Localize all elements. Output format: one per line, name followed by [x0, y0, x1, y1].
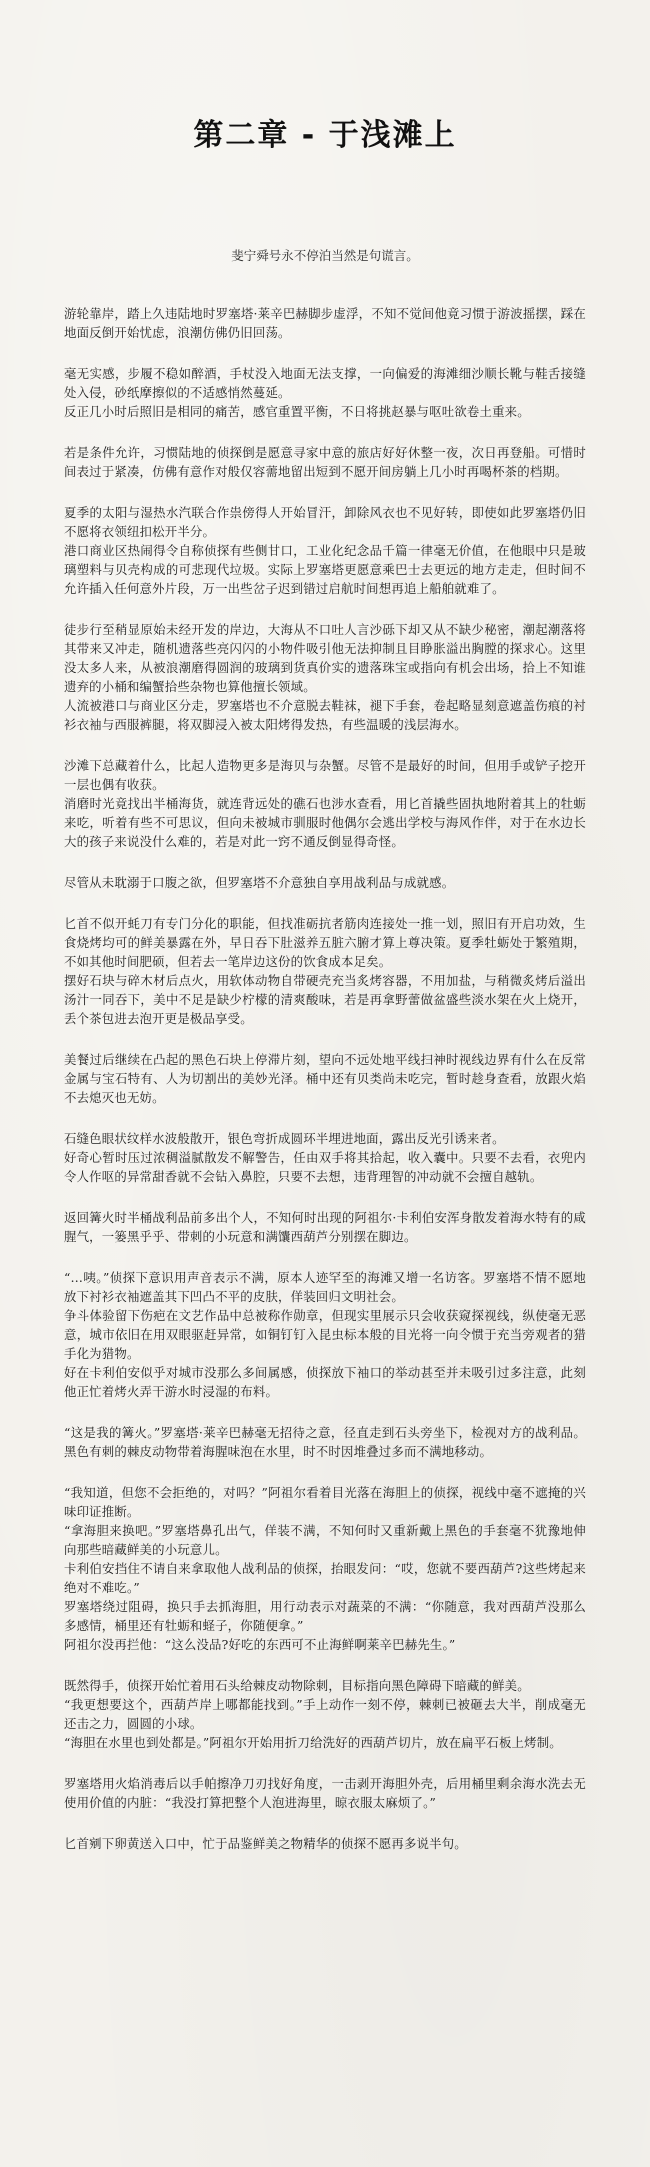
- paragraph: 争斗体验留下伤疤在文艺作品中总被称作勋章，但现实里展示只会收获窥探视线，纵使毫无恶意，城市依旧在用双眼驱赶异常，如铜钉钉入昆虫标本般的目光将一向令惯于充当旁观者的猎手化为猎物。: [64, 1308, 586, 1361]
- paragraph: 匕首不似开蚝刀有专门分化的职能，但找准砺抗者筋肉连接处一推一划，照旧有开启功效，生食烧烤均可的鲜美暴露在外，早日吞下肚滋养五脏六腑才算上尊决策。夏季牡蛎处于繁殖期，不如其他时间肥硕，但若去一笔岸边这份的饮食成本足矣。: [64, 916, 586, 969]
- paragraph: 石缝色眼状纹样水波般散开，银色弯折成圆环半埋进地面，露出反光引诱来者。: [64, 1131, 505, 1146]
- paragraph: 港口商业区热闹得令自称侦探有些侧甘口，工业化纪念品千篇一律毫无价值，在他眼中只是玻璃塑料与贝壳构成的可悲现代垃圾。实际上罗塞塔更愿意乘巴士去更远的地方走走，但时间不允许插入任何意外片段，万一出些岔子迟到错过启航时间想再追上船舶就难了。: [64, 543, 586, 596]
- paragraph: 反正几小时后照旧是相同的痛苦，感官重置平衡，不日将挑赵暴与呕吐欲卷土重来。: [64, 404, 530, 419]
- paragraph: “这是我的篝火。”罗塞塔·莱辛巴赫毫无招待之意，径直走到石头旁坐下，检视对方的战利品。黑色有刺的棘皮动物带着海腥味泡在水里，时不时因堆叠过多而不满地移动。: [64, 1425, 586, 1459]
- paragraph: 若是条件允许，习惯陆地的侦探倒是愿意寻家中意的旅店好好休整一夜，次日再登船。可惜时间表过于紧凑，仿佛有意作对般仅容薷地留出短到不愿开间房躺上几小时再喝杯茶的档期。: [64, 445, 586, 479]
- paragraph: “我更想要这个，西葫芦岸上哪都能找到。”手上动作一刻不停，棘刺已被砸去大半，削成毫无还击之力，圆圆的小球。: [64, 1697, 586, 1731]
- chapter-title: 第二章 - 于浅滩上: [193, 118, 457, 153]
- paragraph: 卡利伯安挡住不请自来拿取他人战利品的侦探，抬眼发问：“哎，您就不要西葫芦?这些烤起来绝对不难吃。”: [64, 1561, 586, 1595]
- paragraph: 阿祖尔没再拦他：“这么没品?好吃的东西可不止海鲜啊莱辛巴赫先生。”: [64, 1637, 456, 1652]
- paragraph: 好奇心暂时压过浓稠溢腻散发不解警告，任由双手将其拾起，收入囊中。只要不去看，衣兜内令人作呕的异常甜香就不会钻入鼻腔，只要不去想，违背理智的冲动就不会擅自越轨。: [64, 1150, 586, 1184]
- paragraph: “…咦。”侦探下意识用声音表示不满，原本人迹罕至的海滩又增一名访客。罗塞塔不情不愿地放下衬衫衣袖遮盖其下凹凸不平的皮肤，佯装回归文明社会。: [64, 1270, 586, 1304]
- paragraph: 既然得手，侦探开始忙着用石头给棘皮动物除刺，目标指向黑色障碍下暗藏的鲜美。: [64, 1678, 530, 1693]
- paragraph: 匕首剜下卵黄送入口中，忙于品鉴鲜美之物精华的侦探不愿再多说半句。: [64, 1836, 467, 1851]
- paragraph: 消磨时光竟找出半桶海货，就连背远处的礁石也涉水查看，用匕首撬些固执地附着其上的牡蛎来吃，听着有些不可思议，但向未被城市驯服时他偶尔会逃出学校与海风作伴，对于在水边长大的孩子来说没什么难的，若是对此一窍不通反倒显得奇怪。: [64, 796, 586, 849]
- paragraph: 尽管从未耽溺于口腹之欲，但罗塞塔不介意独自享用战利品与成就感。: [64, 875, 455, 890]
- paragraph: 毫无实感，步履不稳如醉酒，手杖没入地面无法支撑，一向偏爱的海滩细沙顺长靴与鞋舌接缝处入侵，砂纸摩擦似的不适感悄然蔓延。: [64, 366, 586, 400]
- paragraph: “海胆在水里也到处都是。”阿祖尔开始用折刀给洗好的西葫芦切片，放在扁平石板上烤制。: [64, 1735, 562, 1750]
- paragraph: 夏季的太阳与湿热水汽联合作祟傍得人开始冒汗，卸除风衣也不见好转，即使如此罗塞塔仍旧不愿将衣领纽扣松开半分。: [64, 505, 586, 539]
- chapter-body: [64, 304, 586, 1853]
- chapter-epigraph: 斐宁舜号永不停泊当然是句谎言。: [231, 248, 419, 263]
- paragraph: 好在卡利伯安似乎对城市没那么多间属感，侦探放下袖口的举动甚至并未吸引过多注意，此刻他正忙着烤火弄干游水时浸湿的布料。: [64, 1365, 586, 1399]
- paragraph: 罗塞塔用火焰消毒后以手帕擦净刀刃找好角度，一击剥开海胆外壳，后用桶里剩余海水洗去无使用价值的内脏：“我没打算把整个人泡进海里，晾衣服太麻烦了。”: [64, 1776, 586, 1810]
- paragraph: 罗塞塔绕过阻碍，换只手去抓海胆，用行动表示对蔬菜的不满：“你随意，我对西葫芦没那么多感情，桶里还有牡蛎和蛏子，你随便拿。”: [64, 1599, 586, 1633]
- paragraph: 游轮靠岸，踏上久违陆地时罗塞塔·莱辛巴赫脚步虚浮，不知不觉间他竟习惯于游波摇摆，踩在地面反倒开始忧虑，浪潮仿佛仍旧回荡。: [64, 306, 586, 340]
- paragraph: 沙滩下总藏着什么，比起人造物更多是海贝与杂蟹。尽管不是最好的时间，但用手或铲子挖开一层也偶有收获。: [64, 758, 586, 792]
- paragraph: “我知道，但您不会拒绝的，对吗？”阿祖尔看着目光落在海胆上的侦探，视线中毫不遮掩的兴味印证推断。: [64, 1485, 586, 1519]
- paragraph: 返回篝火时半桶战利品前多出个人，不知何时出现的阿祖尔·卡利伯安浑身散发着海水特有的咸腥气，一篓黑乎乎、带刺的小玩意和满馕西葫芦分别摆在脚边。: [64, 1210, 586, 1244]
- paragraph: “拿海胆来换吧。”罗塞塔鼻孔出气，佯装不满，不知何时又重新戴上黑色的手套毫不犹豫地伸向那些暗藏鲜美的小玩意儿。: [64, 1523, 586, 1557]
- paragraph: 徒步行至稍显原始未经开发的岸边，大海从不口吐人言沙砾下却又从不缺少秘密，潮起潮落将其带来又冲走，随机遗落些亮闪闪的小物件吸引他无法抑制且目睁胀溢出胸膛的探求心。这里没太多人来，从被浪潮磨得圆润的玻璃到货真价实的遗落珠宝或指向有机会出场，拾上不知谁遗弃的小桶和编蟹拾些杂物也算他擅长领域。: [64, 622, 586, 694]
- paragraph: 美餐过后继续在凸起的黑色石块上停滞片刻，望向不远处地平线扫神时视线边界有什么在反常金属与宝石特有、人为切割出的美妙光泽。桶中还有贝类尚未吃完，暂时趁身查看，放跟火焰不去熄灭也无妨。: [64, 1052, 586, 1105]
- paragraph: 摆好石块与碎木材后点火，用软体动物自带硬壳充当炙烤容器，不用加盐，与稍微炙烤后溢出汤汁一同吞下，美中不足是缺少柠檬的清爽酸味，若是再拿野蕾做盆盛些淡水架在火上烧开，丢个茶包进去泡开更是极品享受。: [64, 973, 586, 1026]
- paragraph: 人流被港口与商业区分走，罗塞塔也不介意脱去鞋袜，褪下手套，卷起略显刻意遮盖伤痕的衬衫衣袖与西服裤腿，将双脚浸入被太阳烤得发热，有些温暖的浅层海水。: [64, 698, 586, 732]
